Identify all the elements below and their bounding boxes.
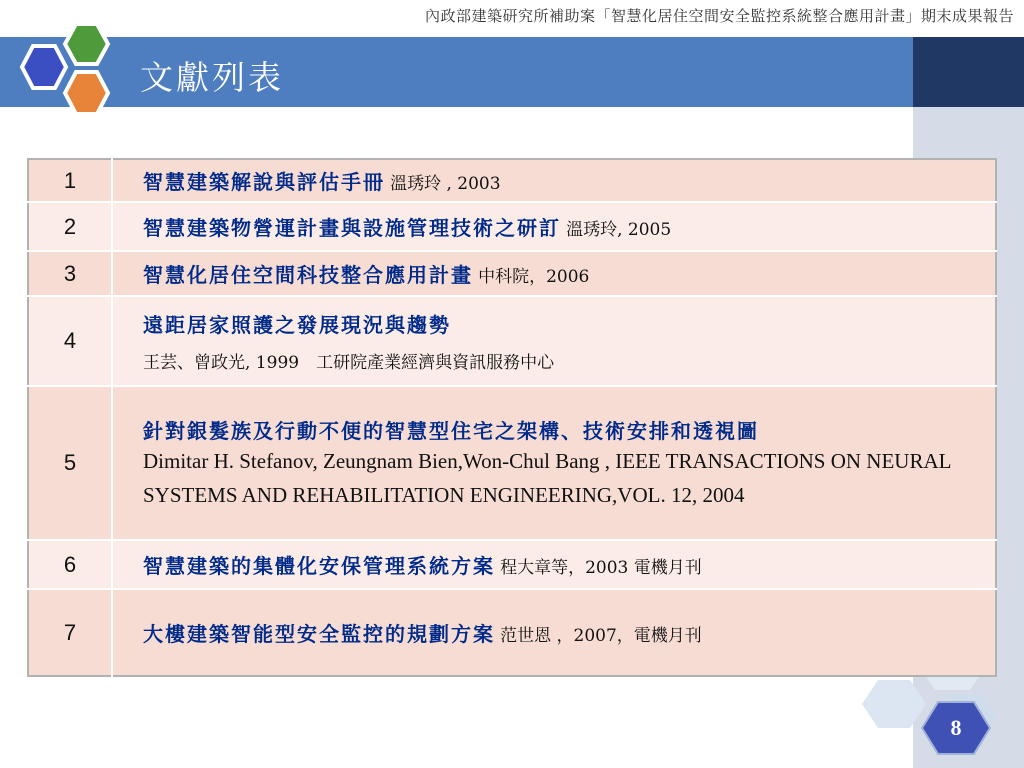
reference-title: 智慧建築物營運計畫與設施管理技術之研訂 bbox=[143, 216, 561, 240]
title-bar bbox=[0, 37, 913, 107]
reference-title: 智慧建築的集體化安保管理系統方案 bbox=[143, 554, 495, 578]
reference-meta: Dimitar H. Stefanov, Zeungnam Bien,Won-Chul Bang , IEEE TRANSACTIONS ON NEURAL SYSTEMS AND REHABILITATION ENGINEERING,VOL. 12, 2004 bbox=[143, 448, 951, 507]
reference-entry bbox=[112, 202, 996, 251]
table-row bbox=[28, 296, 996, 386]
row-number: 7 bbox=[28, 589, 112, 676]
page-number: 8 bbox=[950, 715, 962, 740]
row-number: 5 bbox=[28, 386, 112, 540]
reference-title: 大樓建築智能型安全監控的規劃方案 bbox=[143, 622, 495, 646]
reference-entry bbox=[112, 296, 996, 386]
reference-meta: 范世恩 ，2007，電機月刊 bbox=[500, 626, 702, 646]
reference-table bbox=[27, 158, 997, 677]
reference-entry bbox=[112, 159, 996, 202]
reference-meta: 溫琇玲 , 2003 bbox=[390, 174, 501, 194]
slide-title: 文獻列表 bbox=[140, 58, 284, 97]
reference-title: 針對銀髮族及行動不便的智慧型住宅之架構、技術安排和透視圖 bbox=[143, 418, 759, 443]
row-number: 6 bbox=[28, 540, 112, 589]
reference-meta: 程大章等，2003 電機月刊 bbox=[500, 558, 702, 578]
reference-entry bbox=[112, 540, 996, 589]
row-number: 3 bbox=[28, 251, 112, 296]
reference-entry bbox=[112, 386, 996, 540]
table-row bbox=[28, 251, 996, 296]
reference-meta: 王芸、曾政光, 1999 工研院產業經濟與資訊服務中心 bbox=[143, 353, 555, 373]
table-row bbox=[28, 589, 996, 676]
reference-title: 遠距居家照護之發展現況與趨勢 bbox=[143, 313, 451, 337]
table-row bbox=[28, 159, 996, 202]
report-header: 內政部建築研究所補助案「智慧化居住空間安全監控系統整合應用計畫」期末成果報告 bbox=[424, 7, 1014, 25]
title-bar-accent bbox=[913, 37, 1024, 107]
row-number: 2 bbox=[28, 202, 112, 251]
table-row bbox=[28, 540, 996, 589]
row-number: 1 bbox=[28, 159, 112, 202]
reference-meta: 中科院，2006 bbox=[478, 267, 590, 287]
reference-entry bbox=[112, 589, 996, 676]
table-row bbox=[28, 202, 996, 251]
reference-meta: 溫琇玲, 2005 bbox=[566, 220, 672, 240]
row-number: 4 bbox=[28, 296, 112, 386]
table-row bbox=[28, 386, 996, 540]
reference-entry bbox=[112, 251, 996, 296]
hexagon-cluster-icon bbox=[0, 20, 120, 130]
reference-title: 智慧化居住空間科技整合應用計畫 bbox=[143, 263, 473, 287]
reference-title: 智慧建築解說與評估手冊 bbox=[143, 170, 385, 194]
